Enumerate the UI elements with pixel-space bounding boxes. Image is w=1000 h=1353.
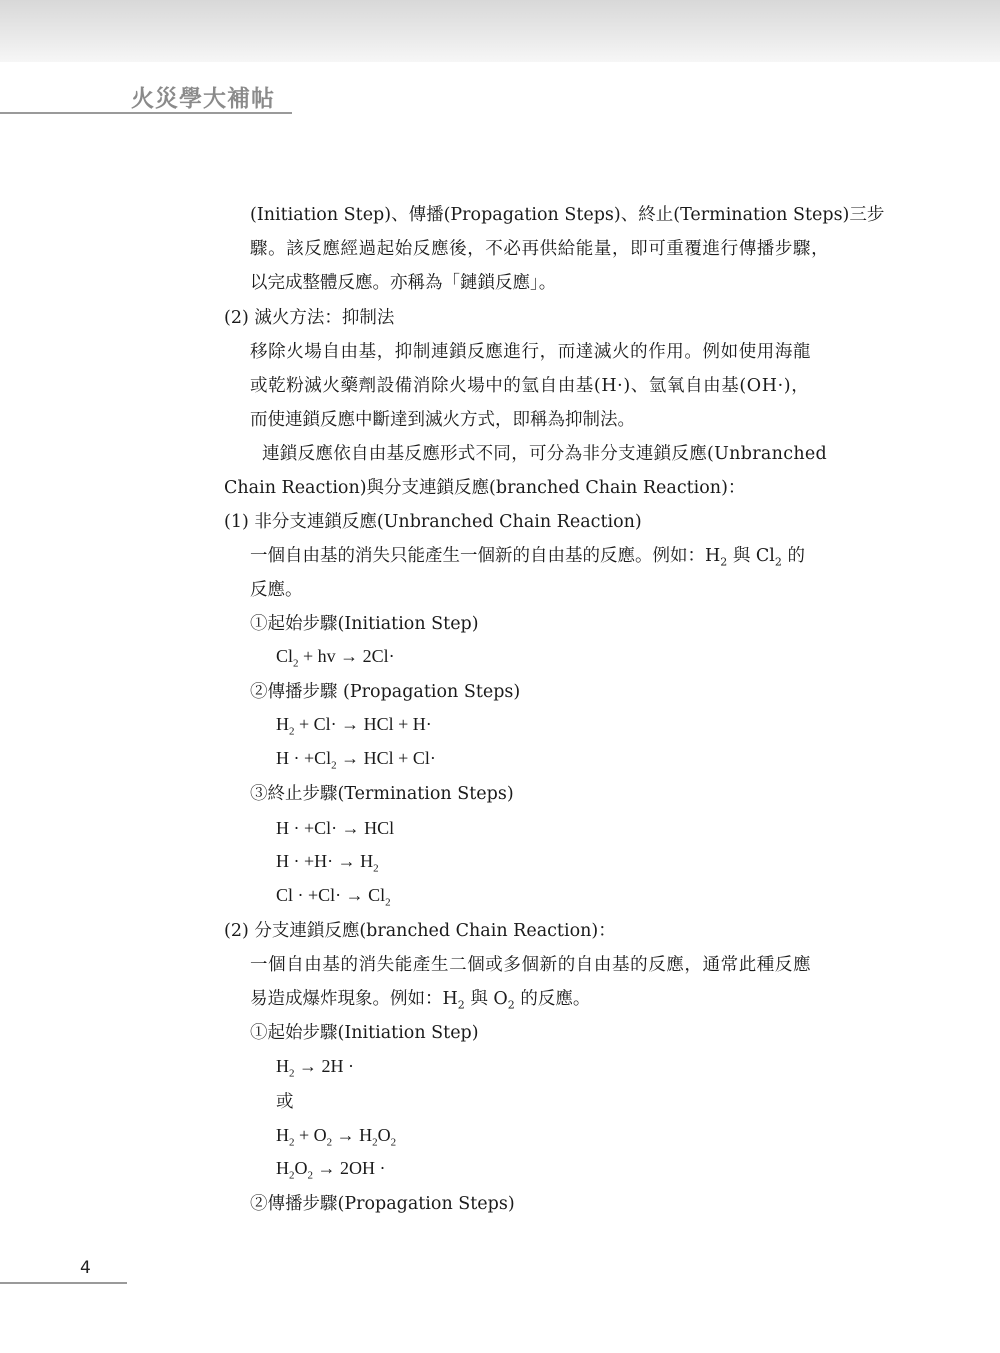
footer-rule [0,1282,127,1284]
equation: H · +Cl· → HCl [276,818,395,838]
header-rule [0,112,292,114]
text-line: 易造成爆炸現象。例如：$H_2$ 與 $O_2$ 的反應。 [250,989,591,1012]
text-line: 或乾粉滅火藥劑設備消除火場中的氫自由基(H·)、氫氧自由基(OH·)， [250,376,810,396]
text-line: 以完成整體反應。亦稱為「鏈鎖反應」。 [250,273,557,293]
equation: $H \cdot +H\cdot \to H_2$ [276,851,379,875]
equation: $H \cdot +Cl_2$ → HCl + Cl· [276,748,436,772]
equation: $H_2 \to 2H$ · [276,1056,354,1080]
running-title: 火災學大補帖 [131,85,275,112]
header-band [0,0,1000,62]
equation: $Cl_2$ + hv → 2Cl· [276,646,395,670]
equation: $Cl \cdot +Cl\cdot \to Cl_2$ [276,885,391,909]
text-line: 一個自由基的消失只能產生一個新的自由基的反應。例如：$H_2$ 與 $Cl_2$ 的 [250,546,805,569]
step-label: ③終止步驟(Termination Steps) [250,784,514,804]
step-label: ①起始步驟(Initiation Step) [250,614,479,634]
subheading: (1) 非分支連鎖反應(Unbranched Chain Reaction) [224,512,642,532]
page-number: 4 [80,1258,91,1278]
text-line: 而使連鎖反應中斷達到滅火方式，即稱為抑制法。 [250,410,635,430]
step-label: ①起始步驟(Initiation Step) [250,1023,479,1043]
equation: $H_2O_2 \to 2OH$ · [276,1158,386,1182]
equation: $H_2 + Cl\cdot$ → HCl + H· [276,714,432,738]
text-line: (Initiation Step)、傳播(Propagation Steps)、終止(Termination Steps)三步 [250,205,885,225]
equation: $H_2 + O_2 \to H_2O_2$ [276,1125,397,1149]
subheading: (2) 分支連鎖反應(branched Chain Reaction)： [224,921,616,941]
step-label: ②傳播步驟 (Propagation Steps) [250,682,521,702]
text-line: 移除火場自由基，抑制連鎖反應進行，而達滅火的作用。例如使用海龍 [250,342,812,362]
text-line: 反應。 [250,580,303,600]
step-label: ②傳播步驟(Propagation Steps) [250,1194,515,1214]
text-line: 一個自由基的消失能產生二個或多個新的自由基的反應，通常此種反應 [250,955,812,975]
text-line: 或 [276,1092,294,1112]
text-line: Chain Reaction)與分支連鎖反應(branched Chain Reaction)： [224,478,746,498]
text-line: 連鎖反應依自由基反應形式不同，可分為非分支連鎖反應(Unbranched [262,444,828,464]
subheading: (2) 滅火方法：抑制法 [224,308,395,328]
text-line: 驟。該反應經過起始反應後，不必再供給能量，即可重覆進行傳播步驟， [250,239,830,259]
